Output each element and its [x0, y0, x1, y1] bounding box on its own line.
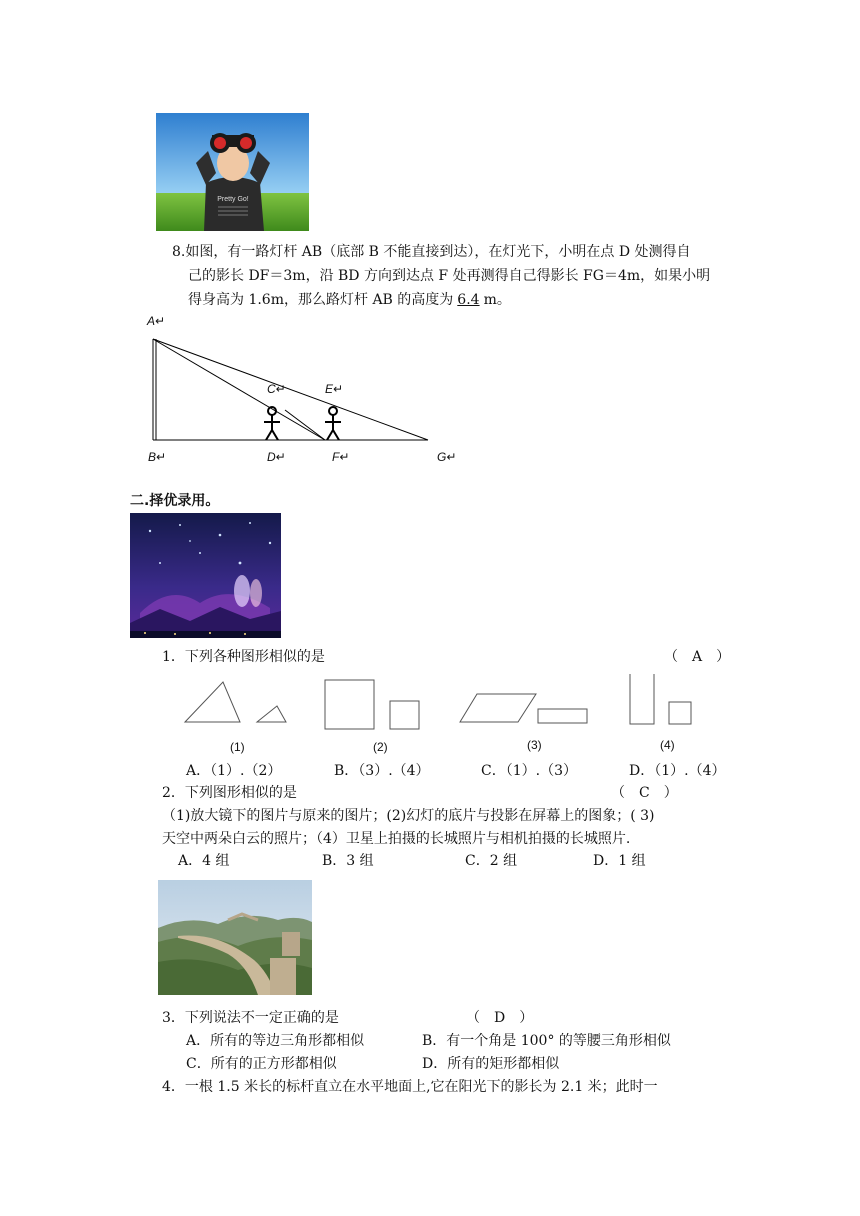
label-B: B↵	[148, 450, 167, 464]
child-binoculars-photo	[156, 113, 309, 231]
fig-label-1: (1)	[230, 740, 245, 754]
q4-line1: 4．一根 1.5 米长的标杆直立在水平地面上,它在阳光下的影长为 2.1 米；此时一	[162, 1079, 658, 1095]
q1-option-c: C．（1）.（3）	[481, 763, 577, 779]
q2-line2: 天空中两朵白云的照片；（4）卫星上拍摄的长城照片与相机拍摄的长城照片.	[162, 831, 631, 847]
q2-option-b: B．3 组	[322, 853, 374, 869]
q8-answer: 6.4	[457, 292, 480, 308]
label-F: F↵	[332, 450, 350, 464]
q3-answer: （ D ）	[466, 1010, 534, 1026]
fig-label-2: (2)	[373, 740, 388, 754]
q8-line3	[188, 290, 511, 310]
q2-line1: （1)放大镜下的图片与原来的图片；(2)幻灯的底片与投影在屏幕上的图象；( 3)	[162, 808, 655, 824]
label-A: A↵	[147, 314, 166, 328]
q1-option-a: A．（1）.（2）	[186, 763, 282, 779]
q2-option-d: D．1 组	[593, 853, 646, 869]
q2-option-a: A．4 组	[178, 853, 230, 869]
q1-answer: （ A ）	[664, 649, 731, 665]
q2-stem: 2．下列图形相似的是	[162, 785, 297, 801]
person-f-icon	[325, 407, 341, 440]
label-E: E↵	[325, 382, 344, 396]
q8-line3-pre: 得身高为 1.6m，那么路灯杆 AB 的高度为	[188, 292, 454, 308]
q8-line1: 8.如图，有一路灯杆 AB（底部 B 不能直接到达），在灯光下，小明在点 D 处测得自	[172, 244, 691, 260]
q1-option-b: B．（3）.（4）	[334, 763, 430, 779]
q2-option-c: C．2 组	[465, 853, 518, 869]
q3-stem: 3．下列说法不一定正确的是	[162, 1010, 339, 1026]
section2-title: 二.择优录用。	[130, 493, 220, 509]
q1-figures	[160, 674, 720, 764]
q3-option-a: A．所有的等边三角形都相似	[186, 1033, 365, 1049]
label-C: C↵	[267, 382, 286, 396]
fig-label-3: (3)	[527, 738, 542, 752]
q3-option-c: C．所有的正方形都相似	[186, 1056, 337, 1072]
shirt-text: Pretty Go!	[217, 196, 249, 203]
label-D: D↵	[267, 450, 286, 464]
q3-option-d: D．所有的矩形都相似	[422, 1056, 560, 1072]
q3-option-b: B．有一个角是 100° 的等腰三角形相似	[422, 1033, 671, 1049]
q1-option-d: D．（1）.（4）	[629, 763, 726, 779]
fig-label-4: (4)	[660, 738, 675, 752]
lamp-diagram	[140, 310, 470, 470]
q8-line2: 己的影长 DF＝3m，沿 BD 方向到达点 F 处再测得自己得影长 FG＝4m，如果小明	[188, 268, 711, 284]
q8-line3-post: m。	[483, 292, 511, 308]
q1-stem: 1．下列各种图形相似的是	[162, 649, 325, 665]
night-stars-photo	[130, 513, 281, 638]
q2-answer: （ C ）	[611, 785, 678, 801]
label-G: G↵	[437, 450, 457, 464]
great-wall-photo	[158, 880, 312, 995]
